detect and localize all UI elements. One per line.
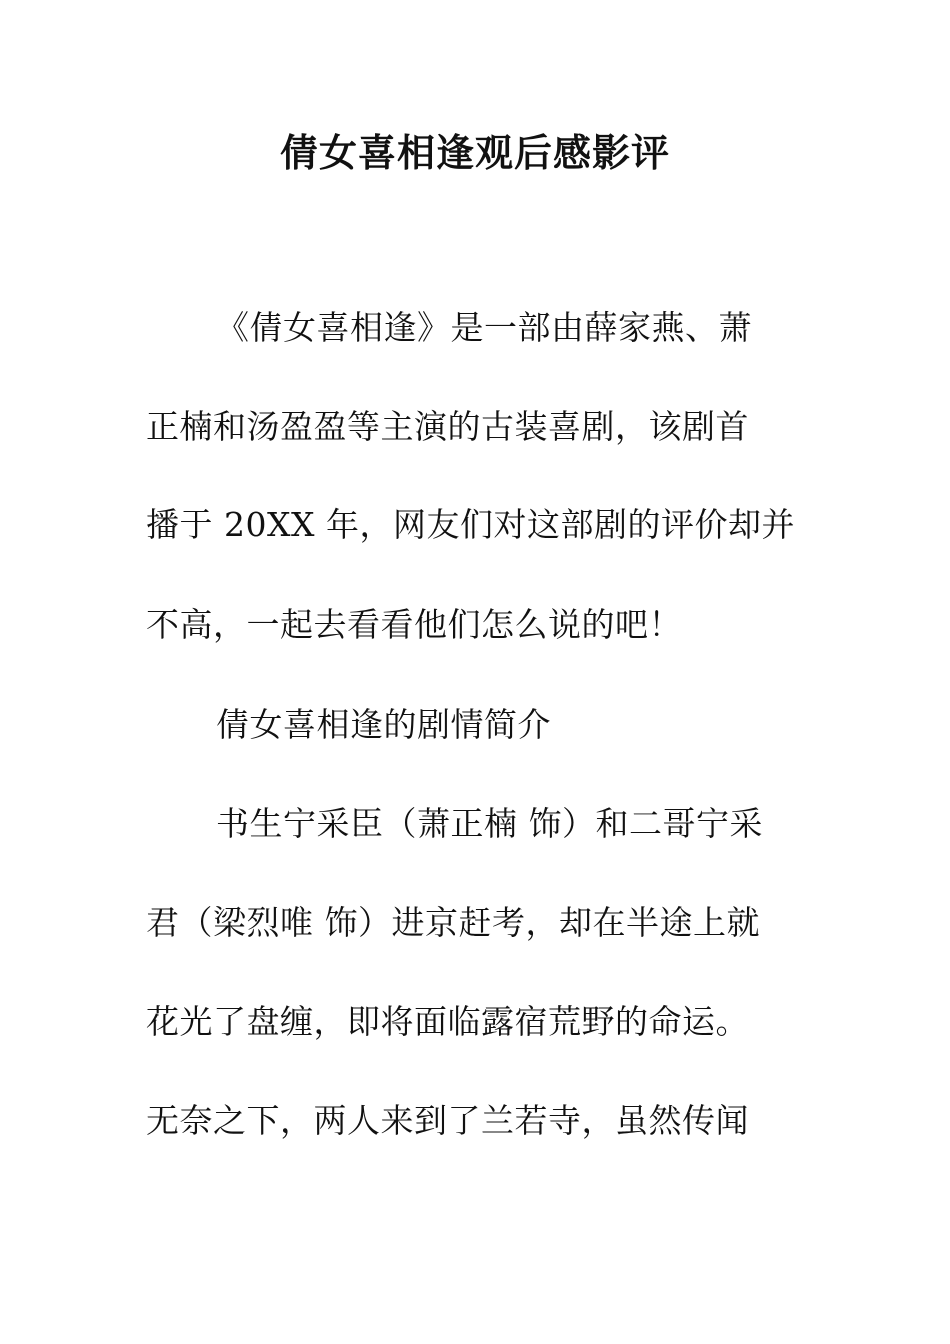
paragraph-line: 无奈之下，两人来到了兰若寺，虽然传闻 [146,1101,749,1140]
paragraph-line: 《倩女喜相逢》是一部由薛家燕、萧 [216,308,752,347]
paragraph-line: 书生宁采臣（萧正楠 饰）和二哥宁采 [216,804,763,843]
paragraph-line: 播于 20XX 年，网友们对这部剧的评价却并 [146,505,795,544]
paragraph-line: 不高，一起去看看他们怎么说的吧！ [146,605,682,644]
page-title: 倩女喜相逢观后感影评 [279,130,670,175]
paragraph-line: 花光了盘缠，即将面临露宿荒野的命运。 [146,1002,749,1041]
section-heading: 倩女喜相逢的剧情简介 [216,705,551,744]
paragraph-line: 正楠和汤盈盈等主演的古装喜剧，该剧首 [146,407,749,446]
paragraph-line: 君（梁烈唯 饰）进京赶考，却在半途上就 [146,903,760,942]
